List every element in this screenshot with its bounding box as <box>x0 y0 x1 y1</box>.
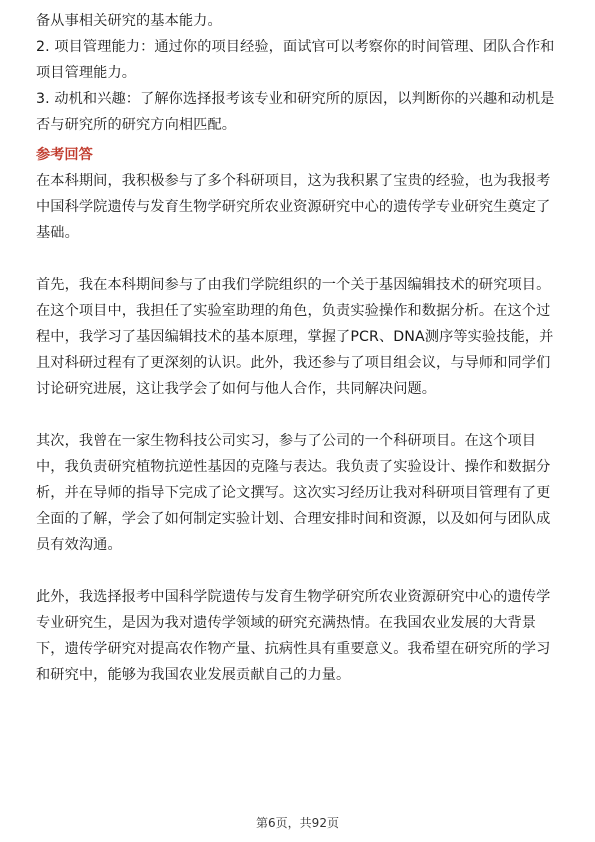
text-line: 3. 动机和兴趣：了解你选择报考该专业和研究所的原因，以判断你的兴趣和动机是 <box>36 91 555 107</box>
text-line: 备从事相关研究的基本能力。 <box>36 13 222 29</box>
text-line: 中，我负责研究植物抗逆性基因的克隆与表达。我负责了实验设计、操作和数据分 <box>36 459 551 475</box>
text-line: 和研究中，能够为我国农业发展贡献自己的力量。 <box>36 667 351 683</box>
text-line: 否与研究所的研究方向相匹配。 <box>36 117 237 133</box>
document-page <box>36 8 566 688</box>
paragraph-2 <box>36 272 566 402</box>
text-line: 全面的了解，学会了如何制定实验计划、合理安排时间和资源，以及如何与团队成 <box>36 511 551 527</box>
page-number: 第6页，共92页 <box>256 816 339 830</box>
text-line: 基础。 <box>36 225 79 241</box>
paragraph-spacer <box>36 402 566 428</box>
text-line: 且对科研过程有了更深刻的认识。此外，我还参与了项目组会议，与导师和同学们 <box>36 355 551 371</box>
text-line: 此外，我选择报考中国科学院遗传与发育生物学研究所农业资源研究中心的遗传学 <box>36 589 551 605</box>
answer-heading: 参考回答 <box>36 147 93 163</box>
text-line: 下，遗传学研究对提高农作物产量、抗病性具有重要意义。我希望在研究所的学习 <box>36 641 551 657</box>
text-line: 项目管理能力。 <box>36 65 137 81</box>
text-line: 其次，我曾在一家生物科技公司实习，参与了公司的一个科研项目。在这个项目 <box>36 433 537 449</box>
text-line: 员有效沟通。 <box>36 537 122 553</box>
intro-section <box>36 8 566 138</box>
text-line: 2. 项目管理能力：通过你的项目经验，面试官可以考察你的时间管理、团队合作和 <box>36 39 555 55</box>
paragraph-1 <box>36 168 566 246</box>
text-line: 程中，我学习了基因编辑技术的基本原理，掌握了PCR、DNA测序等实验技能，并 <box>36 329 554 345</box>
text-line: 专业研究生，是因为我对遗传学领域的研究充满热情。在我国农业发展的大背景 <box>36 615 537 631</box>
text-line: 中国科学院遗传与发育生物学研究所农业资源研究中心的遗传学专业研究生奠定了 <box>36 199 551 215</box>
text-line: 析，并在导师的指导下完成了论文撰写。这次实习经历让我对科研项目管理有了更 <box>36 485 551 501</box>
paragraph-4 <box>36 584 566 688</box>
paragraph-spacer <box>36 246 566 272</box>
paragraph-spacer <box>36 558 566 584</box>
text-line: 在本科期间，我积极参与了多个科研项目，这为我积累了宝贵的经验，也为我报考 <box>36 173 551 189</box>
paragraph-3 <box>36 428 566 558</box>
text-line: 讨论研究进展，这让我学会了如何与他人合作，共同解决问题。 <box>36 381 437 397</box>
text-line: 首先，我在本科期间参与了由我们学院组织的一个关于基因编辑技术的研究项目。 <box>36 277 551 293</box>
text-line: 在这个项目中，我担任了实验室助理的角色，负责实验操作和数据分析。在这个过 <box>36 303 551 319</box>
